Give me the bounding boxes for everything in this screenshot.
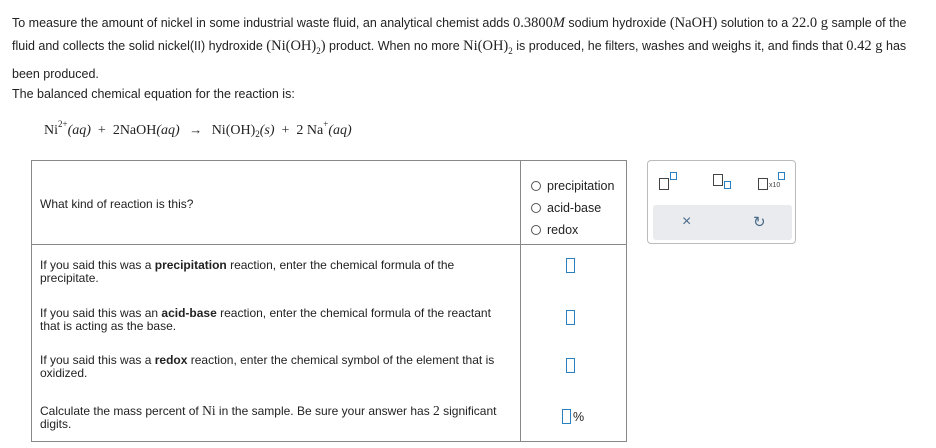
question-redox: If you said this was a redox reaction, enter the chemical symbol of the element that is oxidized. <box>40 353 495 380</box>
superscript-base-icon <box>659 178 669 190</box>
question-table <box>31 160 627 442</box>
question-precipitate: If you said this was a precipitation reaction, enter the chemical formula of the precipitate. <box>40 258 455 285</box>
sci-base-icon <box>758 178 768 190</box>
oxidized-element-input[interactable] <box>566 358 575 373</box>
mass-percent-field <box>562 409 584 424</box>
tool-action-bar <box>653 205 792 240</box>
superscript-tool-button[interactable] <box>659 172 683 192</box>
x10-label: x10 <box>769 182 781 189</box>
subscript-tool-button[interactable] <box>713 172 737 192</box>
precipitate-formula-input[interactable] <box>566 258 575 273</box>
reaction-type-options <box>531 175 614 241</box>
sample-mass: 22.0 g <box>791 15 828 31</box>
nickel-hydroxide-formula-2: $Ni(OH)_2$ <box>463 38 513 56</box>
question-mass-percent: Calculate the mass percent of Ni in the sample. Be sure your answer has 2 significant digits. <box>40 403 497 431</box>
percent-unit: % <box>573 409 585 424</box>
chemical-equation: $Ni^{2+}(aq)$ + 2NaOH(aq) → $Ni(OH)_2(s) + 2$ Na+(aq) <box>44 119 352 139</box>
undo-icon[interactable]: ↻ <box>753 214 766 231</box>
naoh-concentration: 0.3800M <box>512 15 565 31</box>
clear-icon[interactable]: × <box>682 213 692 230</box>
naoh-formula: (NaOH) <box>669 15 718 31</box>
question-acid-base: If you said this was an acid-base reaction, enter the chemical formula of the reactant that is acting as the base. <box>40 306 491 333</box>
subscript-index-icon <box>724 181 731 189</box>
table-divider-vertical <box>520 161 521 441</box>
balanced-equation-label: The balanced chemical equation for the reaction is: <box>12 87 295 101</box>
superscript-exponent-icon <box>670 172 677 180</box>
base-formula-input[interactable] <box>566 310 575 325</box>
sci-exponent-icon <box>778 172 785 180</box>
radio-redox[interactable] <box>531 225 541 235</box>
radio-acid-base[interactable] <box>531 203 541 213</box>
question-reaction-type: What kind of reaction is this? <box>40 197 194 211</box>
product-mass: 0.42 g <box>846 38 883 54</box>
intro-text: To measure the amount of nickel in some industrial waste fluid, an analytical chemist adds <box>12 16 513 30</box>
math-tool-palette <box>647 160 796 244</box>
mass-percent-input[interactable] <box>562 409 571 424</box>
option-redox[interactable]: redox <box>531 219 614 241</box>
option-acid-base[interactable]: acid-base <box>531 197 614 219</box>
problem-statement: To measure the amount of nickel in some industrial waste fluid, an analytical chemist adds 0.3800M sodium hydroxide (NaOH) solution to a 22.0 g sample of the fluid and collects the solid nickel(II) hydroxide $(Ni(OH)_2)$ product. When no more $Ni(OH)_2$ is produced, he filters, washes and weighs it, and finds that 0.42 g has been produced. <box>12 15 907 81</box>
option-precipitation[interactable]: precipitation <box>531 175 614 197</box>
reaction-arrow: → <box>189 122 203 137</box>
scientific-notation-button[interactable] <box>758 172 788 192</box>
nickel-hydroxide-formula: $(Ni(OH)_2)$ <box>266 38 326 56</box>
radio-precipitation[interactable] <box>531 181 541 191</box>
table-divider-horizontal <box>32 244 626 245</box>
subscript-base-icon <box>713 174 723 186</box>
